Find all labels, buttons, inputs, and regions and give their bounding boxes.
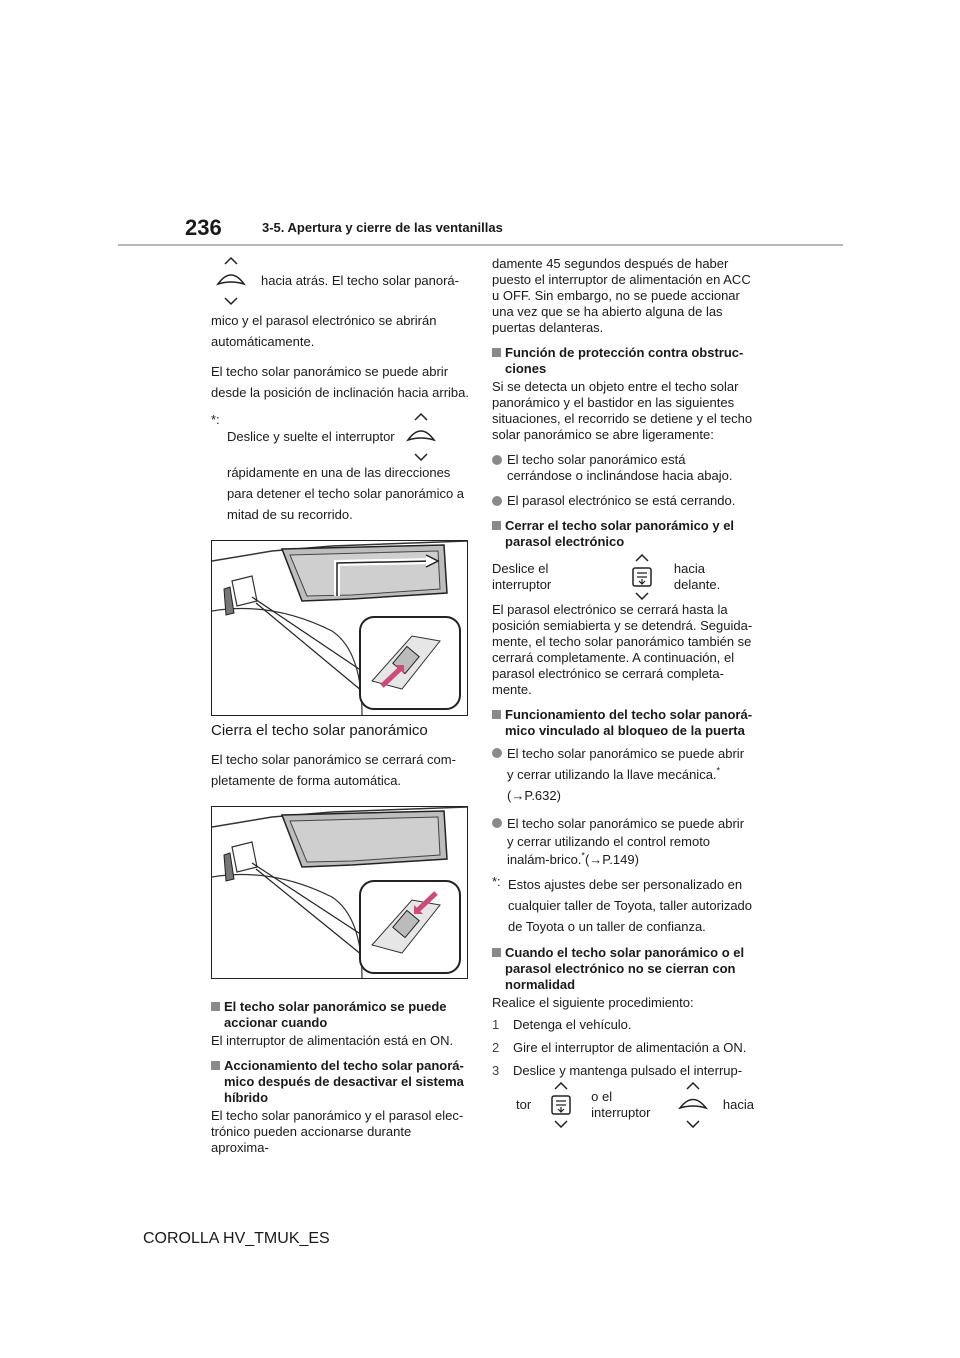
- subheading-text: Cerrar el techo solar panorámico y el parasol electrónico: [505, 518, 735, 549]
- paragraph: Deslice el interruptor: [492, 561, 552, 592]
- figure-caption: Cierra el techo solar panorámico: [211, 722, 428, 739]
- step-text: Detenga el vehículo.: [513, 1017, 632, 1032]
- square-bullet-icon: [211, 1061, 220, 1070]
- list-item: [492, 815, 754, 869]
- subheading-text: Función de protección contra obstruc-ciones: [505, 345, 744, 376]
- footnote-text: Estos ajustes debe ser personalizado en cualquier taller de Toyota, taller autorizado de Toyota o un taller de confianza.: [508, 877, 753, 934]
- switch-line: [211, 256, 469, 306]
- subheading-text: El techo solar panorámico se puede accionar cuando: [224, 999, 447, 1030]
- paragraph: El parasol electrónico se cerrará hasta la posición semiabierta y se detendrá. Seguida-mente, el techo solar panorámico también se cerrará completamente. A continuación, el parasol electrónico se cerrará completa-mente.: [492, 602, 753, 697]
- square-bullet-icon: [492, 948, 501, 957]
- subheading: [211, 999, 469, 1031]
- steps-list: [492, 1017, 754, 1079]
- subheading-text: Funcionamiento del techo solar panorá-mico vinculado al bloqueo de la puerta: [505, 707, 753, 738]
- subheading: [492, 518, 754, 550]
- subheading: [211, 1058, 469, 1106]
- footnote-mark: *:: [211, 412, 220, 427]
- paragraph: hacia atrás. El techo solar panorá-: [261, 273, 459, 288]
- footnote: [211, 412, 469, 534]
- square-bullet-icon: [211, 1002, 220, 1011]
- footnote-text: rápidamente en una de las direcciones para detener el techo solar panorámico a mitad de su recorrido.: [227, 465, 465, 522]
- footnote-mark: *: [581, 850, 585, 861]
- paragraph: tor: [516, 1097, 532, 1112]
- right-column: [492, 256, 754, 1128]
- tilt-switch-icon: [211, 256, 251, 306]
- step-text: Gire el interruptor de alimentación a ON.: [513, 1040, 747, 1055]
- paragraph: hacia: [722, 1097, 754, 1112]
- page-number: 236: [185, 215, 222, 240]
- header-divider: [118, 244, 843, 246]
- footnote-mark: *:: [492, 874, 501, 889]
- roof-switch-illustration: [211, 806, 468, 979]
- footnote-mark: *: [716, 765, 721, 776]
- step-number: 3: [492, 1063, 500, 1078]
- list-item-text: El techo solar panorámico se puede abrir y cerrar utilizando la llave mecánica.: [507, 746, 745, 782]
- list-item-text: El techo solar panorámico está cerrándose o inclinándose hacia abajo.: [507, 452, 733, 483]
- step-item: [492, 1017, 754, 1033]
- list-item-text: El parasol electrónico se está cerrando.: [507, 493, 736, 508]
- list-item: [492, 452, 754, 484]
- step-item: [492, 1040, 754, 1056]
- switch-line: [516, 1082, 754, 1128]
- square-bullet-icon: [492, 521, 501, 530]
- section-title: 3-5. Apertura y cierre de las ventanillas: [262, 220, 503, 235]
- step-number: 1: [492, 1017, 500, 1032]
- subheading: [492, 345, 754, 377]
- step-number: 2: [492, 1040, 500, 1055]
- paragraph: mico y el parasol electrónico se abrirán automáticamente.: [211, 313, 437, 349]
- step-text: Deslice y mantenga pulsado el interrup-: [513, 1063, 743, 1078]
- square-bullet-icon: [492, 710, 501, 719]
- subheading: [492, 945, 754, 993]
- list-item: [492, 743, 754, 806]
- footnote-switch-line: [227, 412, 469, 462]
- paragraph: o el interruptor: [591, 1089, 651, 1120]
- subheading-text: Cuando el techo solar panorámico o el parasol electrónico no se cierran con normalidad: [505, 945, 745, 992]
- shade-switch-icon: [541, 1082, 581, 1128]
- tilt-switch-icon: [673, 1082, 713, 1128]
- left-column: [211, 256, 469, 1165]
- switch-line: [492, 554, 754, 600]
- document-code: COROLLA HV_TMUK_ES: [143, 1230, 330, 1247]
- paragraph: Si se detecta un objeto entre el techo solar panorámico y el bastidor en las siguientes situaciones, el recorrido se detiene y el techo solar panorámico se abre ligeramente:: [492, 379, 753, 442]
- list-item-text: El techo solar panorámico se puede abrir y cerrar utilizando el control remoto inalám-brico.: [507, 816, 745, 867]
- circle-bullet-icon: [492, 496, 502, 506]
- step-item: [492, 1063, 754, 1079]
- paragraph: El techo solar panorámico se cerrará com-pletamente de forma automática.: [211, 752, 456, 788]
- list-item: [492, 493, 754, 509]
- paragraph: El techo solar panorámico se puede abrir desde la posición de inclinación hacia arriba.: [211, 364, 469, 400]
- page-reference-link[interactable]: (→P.149): [584, 852, 639, 867]
- page-reference-link[interactable]: (→P.632): [507, 788, 561, 803]
- footnote-text: Deslice y suelte el interruptor: [227, 429, 395, 444]
- paragraph: El interruptor de alimentación está en ON.: [211, 1033, 454, 1048]
- tilt-switch-icon: [401, 412, 441, 462]
- page-header: [0, 0, 960, 250]
- circle-bullet-icon: [492, 818, 502, 828]
- paragraph: hacia delante.: [673, 561, 721, 592]
- paragraph: El techo solar panorámico y el parasol elec-trónico pueden accionarse durante aproxima-: [211, 1108, 464, 1155]
- paragraph: Realice el siguiente procedimiento:: [492, 995, 694, 1010]
- shade-switch-icon: [622, 554, 662, 600]
- footnote: [492, 874, 754, 937]
- circle-bullet-icon: [492, 748, 502, 758]
- paragraph: damente 45 segundos después de haber puesto el interruptor de alimentación en ACC u OFF. Sin embargo, no se puede accionar una vez que se ha abierto alguna de las puertas delanteras.: [492, 256, 751, 335]
- subheading: [492, 707, 754, 739]
- subheading-text: Accionamiento del techo solar panorá-mico después de desactivar el sistema híbrido: [224, 1058, 464, 1105]
- roof-switch-illustration: [211, 540, 468, 716]
- circle-bullet-icon: [492, 455, 502, 465]
- square-bullet-icon: [492, 348, 501, 357]
